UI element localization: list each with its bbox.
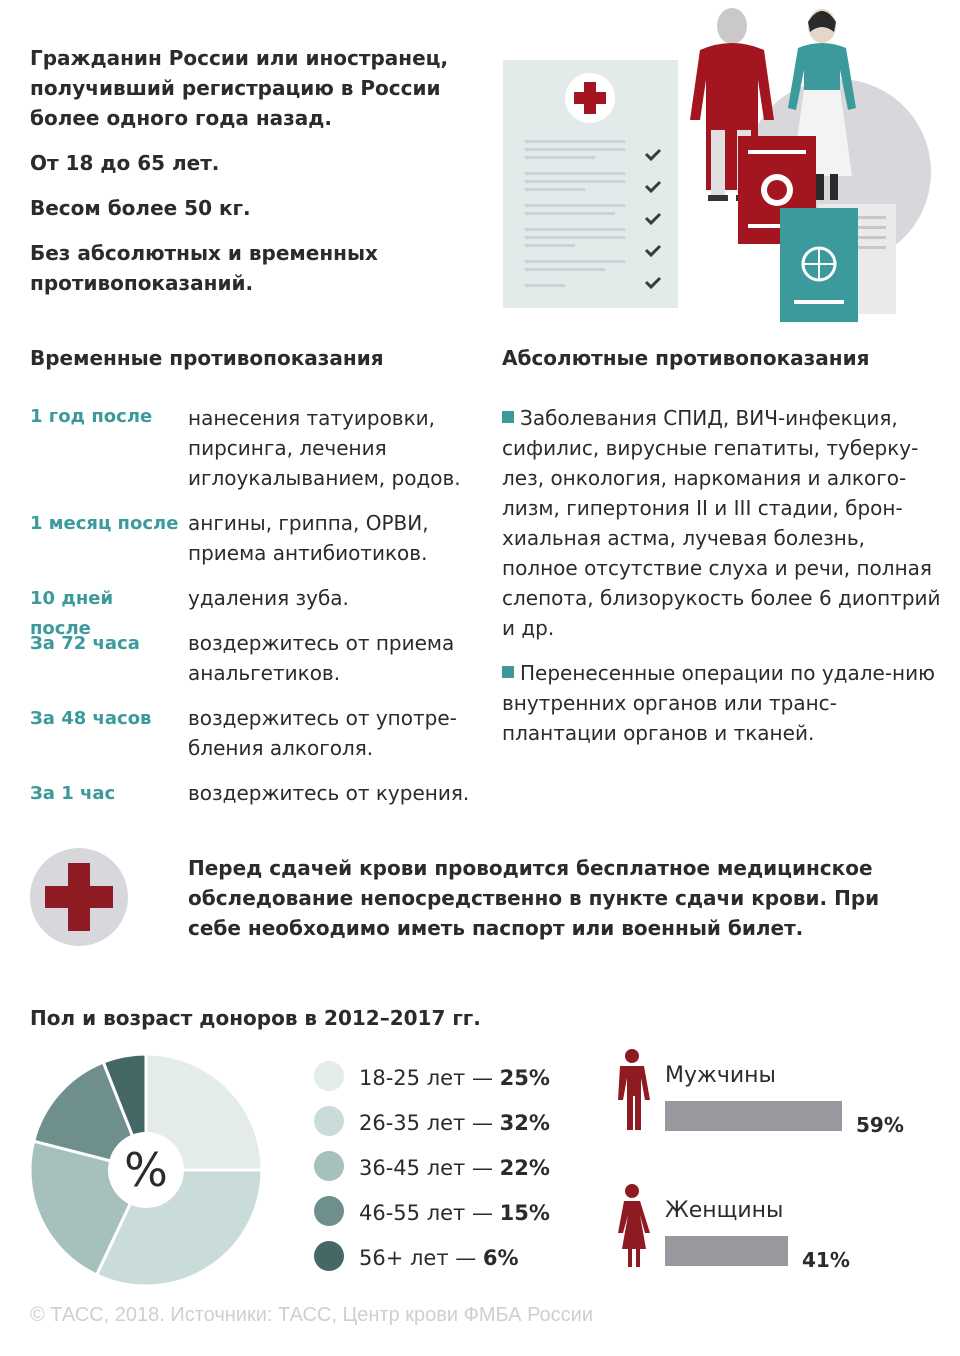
temporary-text-10d: удаления зуба. (188, 586, 349, 610)
medical-exam-notice: Перед сдачей крови проводится бесплатное медицинское обследование непосредственно в пункте сдачи крови. При себе необходимо иметь паспорт или военный билет. (188, 856, 880, 940)
gender-label: Женщины (665, 1198, 784, 1223)
bullet-square (502, 666, 514, 678)
legend-item: 46-55 лет — 15% (359, 1201, 550, 1225)
absolute-item-diseases: Заболевания СПИД, ВИЧ-инфекция, сифилис, вирусные гепатиты, туберку-лез, онкология, наркомания и алкого-лизм, гипертония II и III стадии, брон-хиальная астма, лучевая болезнь, полное отсутствие слуха и речи, полная слепота, близорукость более 6 диоптрий и др. (502, 406, 941, 640)
gender-label: Мужчины (665, 1063, 776, 1088)
gender-value: 41% (802, 1248, 850, 1272)
gender-bar (665, 1101, 842, 1131)
legend-item: 26-35 лет — 32% (359, 1111, 550, 1135)
legend-swatch (314, 1106, 344, 1136)
absolute-title: Абсолютные противопоказания (502, 346, 870, 370)
footer-source: © ТАСС, 2018. Источники: ТАСС, Центр крови ФМБА России (30, 1304, 593, 1326)
requirement-weight: Весом более 50 кг. (30, 196, 251, 220)
temporary-label-48h: За 48 часов (30, 708, 152, 729)
temporary-label-1h: За 1 час (30, 783, 116, 804)
legend-item: 36-45 лет — 22% (359, 1156, 550, 1180)
temporary-text-72h: воздержитесь от приема анальгетиков. (188, 631, 455, 685)
chart-title: Пол и возраст доноров в 2012–2017 гг. (30, 1006, 481, 1030)
legend-value: 22% (499, 1156, 550, 1180)
temporary-label-1m: 1 месяц после (30, 513, 179, 534)
red-cross-icon (30, 848, 130, 948)
legend-value: 6% (482, 1246, 519, 1270)
temporary-label-1y: 1 год после (30, 406, 153, 427)
legend-value: 15% (499, 1201, 550, 1225)
percent-icon: % (124, 1143, 168, 1197)
legend-value: 32% (499, 1111, 550, 1135)
donor-illustration (500, 0, 940, 330)
legend-swatch (314, 1196, 344, 1226)
legend-swatch (314, 1151, 344, 1181)
gender-value: 59% (856, 1113, 904, 1137)
legend-swatch (314, 1241, 344, 1271)
temporary-label-10d: 10 дней после (30, 588, 114, 639)
legend-swatch (314, 1061, 344, 1091)
temporary-text-48h: воздержитесь от употре-бления алкоголя. (188, 706, 457, 760)
female-figure-icon (612, 1183, 652, 1267)
legend-value: 25% (499, 1066, 550, 1090)
requirement-citizenship: Гражданин России или иностранец, получивший регистрацию в России более одного года назад. (30, 46, 449, 130)
bullet-square (502, 411, 514, 423)
requirement-contraindications: Без абсолютных и временных противопоказаний. (30, 241, 378, 295)
gender-bar (665, 1236, 788, 1266)
legend-item: 56+ лет — 6% (359, 1246, 519, 1270)
temporary-text-1h: воздержитесь от курения. (188, 781, 470, 805)
temporary-text-1y: нанесения татуировки, пирсинга, лечения иглоукалыванием, родов. (188, 406, 461, 490)
age-pie-chart (28, 1050, 268, 1290)
absolute-item-operations: Перенесенные операции по удале-нию внутренних органов или транс-плантации органов и тканей. (502, 661, 935, 745)
temporary-label-72h: За 72 часа (30, 633, 140, 654)
legend-item: 18-25 лет — 25% (359, 1066, 550, 1090)
temporary-title: Временные противопоказания (30, 346, 384, 370)
document-checklist-icon (503, 60, 678, 308)
male-figure-icon (612, 1048, 652, 1132)
temporary-text-1m: ангины, гриппа, ОРВИ, приема антибиотиков. (188, 511, 429, 565)
requirement-age: От 18 до 65 лет. (30, 151, 220, 175)
